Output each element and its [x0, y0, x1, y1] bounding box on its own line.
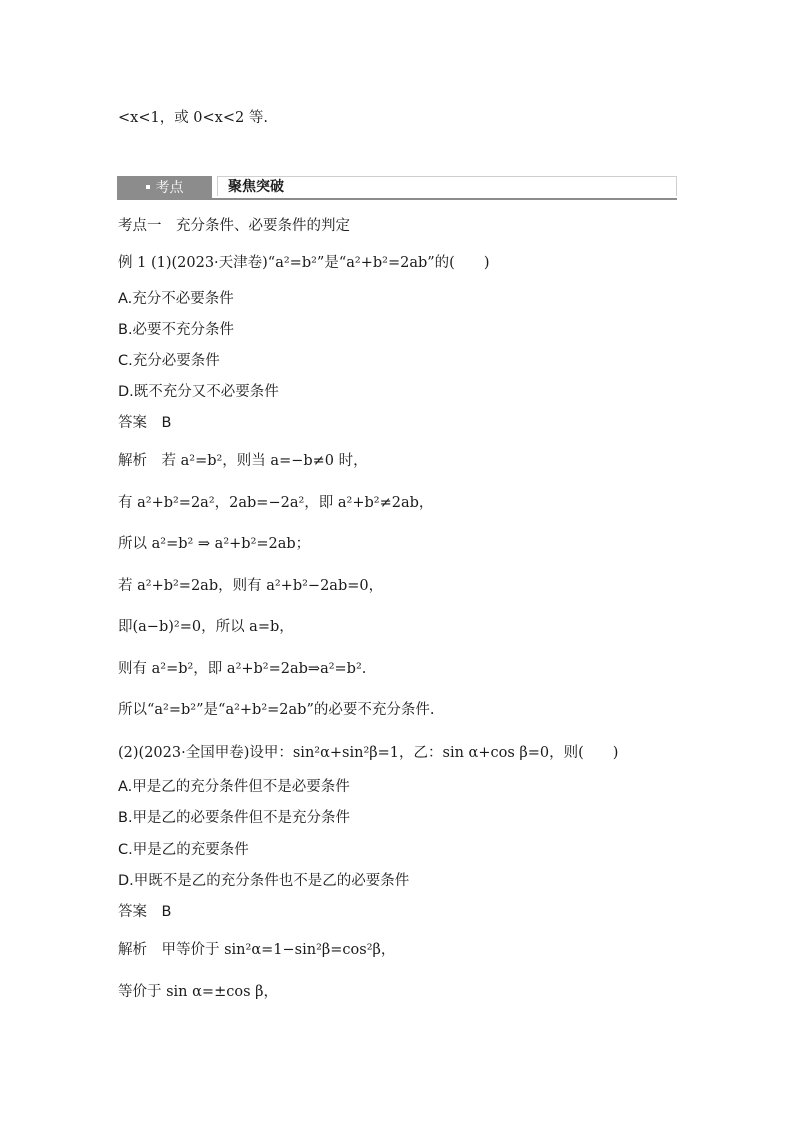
example1-solution-line: 若 a²+b²=2ab，则有 a²+b²−2ab=0，	[118, 578, 384, 594]
example2-option-b: B.甲是乙的必要条件但不是充分条件	[118, 810, 351, 826]
section-header-bar	[117, 176, 677, 200]
example1-answer: 答案 B	[118, 415, 172, 431]
point-title: 考点一 充分条件、必要条件的判定	[118, 218, 350, 234]
example2-option-c: C.甲是乙的充要条件	[118, 842, 249, 858]
example2-answer: 答案 B	[118, 904, 172, 920]
example1-solution-line: 有 a²+b²=2a²，2ab=−2a²，即 a²+b²≠2ab，	[118, 495, 434, 511]
example1-conclusion: 所以“a²=b²”是“a²+b²=2ab”的必要不充分条件.	[118, 702, 435, 718]
section-title: 聚焦突破	[217, 176, 677, 196]
example2-option-d: D.甲既不是乙的充分条件也不是乙的必要条件	[118, 873, 410, 889]
example2-question: (2)(2023·全国甲卷)设甲：sin²α+sin²β=1，乙：sin α+cos β=0，则( )	[118, 745, 619, 761]
example1-solution-line: 所以 a²=b² ⇒ a²+b²=2ab；	[118, 536, 311, 552]
example1-solution-line: 则有 a²=b²，即 a²+b²=2ab⇒a²=b².	[118, 661, 367, 677]
section-underline	[117, 198, 677, 200]
bullet-icon	[146, 185, 150, 189]
example1-solution-line: 解析 若 a²=b²，则当 a=−b≠0 时，	[118, 453, 368, 469]
example1-option-c: C.充分必要条件	[118, 353, 220, 369]
example1-option-d: D.既不充分又不必要条件	[118, 384, 279, 400]
example2-solution-line: 解析 甲等价于 sin²α=1−sin²β=cos²β，	[118, 942, 396, 958]
example1-question: 例 1 (1)(2023·天津卷)“a²=b²”是“a²+b²=2ab”的( )	[118, 255, 490, 271]
example1-option-a: A.充分不必要条件	[118, 291, 234, 307]
continued-text-line: <x<1，或 0<x<2 等.	[118, 110, 268, 126]
example2-solution-line: 等价于 sin α=±cos β，	[118, 984, 279, 1000]
example1-solution-line: 即(a−b)²=0，所以 a=b，	[118, 619, 294, 635]
example1-option-b: B.必要不充分条件	[118, 322, 235, 338]
section-tag	[117, 176, 212, 198]
example2-option-a: A.甲是乙的充分条件但不是必要条件	[118, 779, 350, 795]
section-tag-label: 考点	[155, 180, 184, 196]
